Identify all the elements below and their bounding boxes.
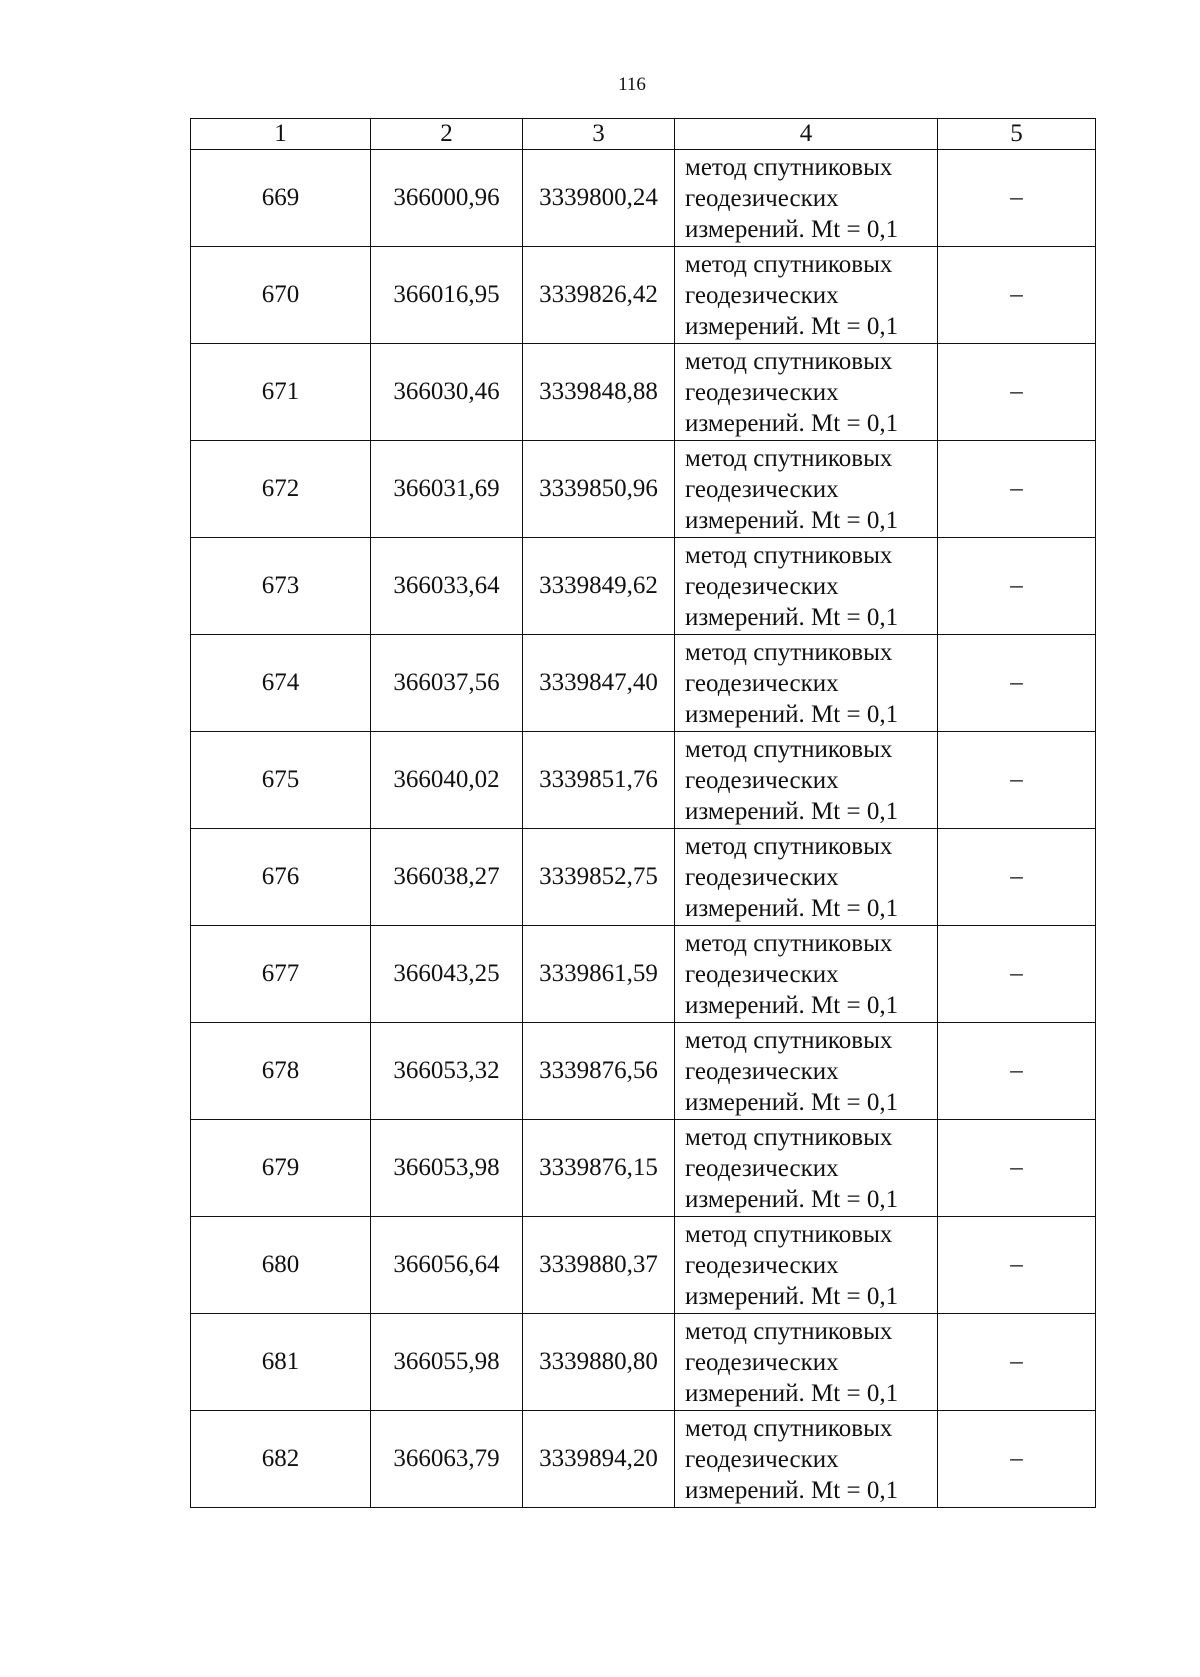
point-number-cell: 680 — [191, 1217, 371, 1314]
method-line: геодезических — [685, 572, 839, 600]
coordinate-y-cell: 3339851,76 — [523, 732, 675, 829]
table-row — [191, 1023, 1096, 1120]
table-row — [191, 441, 1096, 538]
point-number-cell: 671 — [191, 344, 371, 441]
table-body — [191, 150, 1096, 1508]
coordinate-y-cell: 3339876,56 — [523, 1023, 675, 1120]
column-5-cell: – — [938, 247, 1096, 344]
column-5-cell: – — [938, 150, 1096, 247]
table-row — [191, 247, 1096, 344]
point-number-cell: 675 — [191, 732, 371, 829]
method-line: измерений. Mt = 0,1 — [685, 215, 899, 243]
method-cell — [675, 732, 938, 829]
method-line: метод спутниковых — [685, 347, 893, 375]
coordinate-x-cell: 366053,98 — [371, 1120, 523, 1217]
method-line: метод спутниковых — [685, 1414, 893, 1442]
coordinate-y-cell: 3339880,37 — [523, 1217, 675, 1314]
coordinate-x-cell: 366040,02 — [371, 732, 523, 829]
point-number-cell: 682 — [191, 1411, 371, 1508]
column-5-cell: – — [938, 926, 1096, 1023]
method-line: метод спутниковых — [685, 1026, 893, 1054]
coordinate-x-cell: 366043,25 — [371, 926, 523, 1023]
method-line: геодезических — [685, 1057, 839, 1085]
column-5-cell: – — [938, 344, 1096, 441]
method-line: измерений. Mt = 0,1 — [685, 1282, 899, 1310]
column-5-cell: – — [938, 635, 1096, 732]
column-5-cell: – — [938, 1120, 1096, 1217]
header-col-4: 4 — [675, 119, 938, 150]
method-line: геодезических — [685, 1154, 839, 1182]
method-line: геодезических — [685, 766, 839, 794]
method-line: измерений. Mt = 0,1 — [685, 1476, 899, 1504]
point-number-cell: 676 — [191, 829, 371, 926]
header-col-2: 2 — [371, 119, 523, 150]
table-row — [191, 150, 1096, 247]
table-row — [191, 344, 1096, 441]
method-line: геодезических — [685, 1251, 839, 1279]
column-5-cell: – — [938, 1314, 1096, 1411]
header-col-3: 3 — [523, 119, 675, 150]
method-line: геодезических — [685, 1348, 839, 1376]
header-col-1: 1 — [191, 119, 371, 150]
method-line: геодезических — [685, 475, 839, 503]
method-line: метод спутниковых — [685, 929, 893, 957]
coordinate-x-cell: 366056,64 — [371, 1217, 523, 1314]
method-line: измерений. Mt = 0,1 — [685, 894, 899, 922]
column-5-cell: – — [938, 1217, 1096, 1314]
method-line: измерений. Mt = 0,1 — [685, 1185, 899, 1213]
table-row — [191, 732, 1096, 829]
method-line: метод спутниковых — [685, 444, 893, 472]
coordinate-x-cell: 366038,27 — [371, 829, 523, 926]
method-line: метод спутниковых — [685, 541, 893, 569]
method-line: геодезических — [685, 1445, 839, 1473]
column-5-cell: – — [938, 538, 1096, 635]
method-line: геодезических — [685, 184, 839, 212]
method-cell — [675, 1023, 938, 1120]
column-5-cell: – — [938, 1411, 1096, 1508]
point-number-cell: 673 — [191, 538, 371, 635]
method-line: измерений. Mt = 0,1 — [685, 1379, 899, 1407]
point-number-cell: 678 — [191, 1023, 371, 1120]
coordinate-y-cell: 3339848,88 — [523, 344, 675, 441]
method-line: геодезических — [685, 960, 839, 988]
coordinate-x-cell: 366031,69 — [371, 441, 523, 538]
method-cell — [675, 926, 938, 1023]
method-line: метод спутниковых — [685, 1317, 893, 1345]
method-cell — [675, 1217, 938, 1314]
table-header — [191, 119, 1096, 150]
method-cell — [675, 441, 938, 538]
point-number-cell: 679 — [191, 1120, 371, 1217]
coordinate-y-cell: 3339880,80 — [523, 1314, 675, 1411]
table-row — [191, 1217, 1096, 1314]
method-line: метод спутниковых — [685, 250, 893, 278]
header-col-5: 5 — [938, 119, 1096, 150]
coordinate-y-cell: 3339852,75 — [523, 829, 675, 926]
coordinate-x-cell: 366037,56 — [371, 635, 523, 732]
coordinate-y-cell: 3339849,62 — [523, 538, 675, 635]
point-number-cell: 669 — [191, 150, 371, 247]
method-cell — [675, 538, 938, 635]
point-number-cell: 674 — [191, 635, 371, 732]
method-line: геодезических — [685, 281, 839, 309]
method-line: измерений. Mt = 0,1 — [685, 700, 899, 728]
table-row — [191, 1314, 1096, 1411]
method-line: геодезических — [685, 378, 839, 406]
coordinate-x-cell: 366030,46 — [371, 344, 523, 441]
column-5-cell: – — [938, 441, 1096, 538]
method-cell — [675, 1411, 938, 1508]
coordinates-table — [190, 118, 1096, 1508]
column-5-cell: – — [938, 829, 1096, 926]
coordinate-x-cell: 366033,64 — [371, 538, 523, 635]
method-line: метод спутниковых — [685, 153, 893, 181]
method-line: измерений. Mt = 0,1 — [685, 797, 899, 825]
page-number: 116 — [618, 74, 646, 95]
table-row — [191, 635, 1096, 732]
table-row — [191, 926, 1096, 1023]
point-number-cell: 672 — [191, 441, 371, 538]
method-cell — [675, 829, 938, 926]
method-line: измерений. Mt = 0,1 — [685, 603, 899, 631]
column-5-cell: – — [938, 732, 1096, 829]
method-cell — [675, 344, 938, 441]
table-row — [191, 538, 1096, 635]
coordinate-y-cell: 3339800,24 — [523, 150, 675, 247]
method-cell — [675, 247, 938, 344]
method-line: измерений. Mt = 0,1 — [685, 506, 899, 534]
coordinate-x-cell: 366000,96 — [371, 150, 523, 247]
coordinate-y-cell: 3339876,15 — [523, 1120, 675, 1217]
coordinate-y-cell: 3339850,96 — [523, 441, 675, 538]
method-line: измерений. Mt = 0,1 — [685, 1088, 899, 1116]
table-row — [191, 1411, 1096, 1508]
method-line: метод спутниковых — [685, 735, 893, 763]
coordinate-y-cell: 3339861,59 — [523, 926, 675, 1023]
method-line: метод спутниковых — [685, 1123, 893, 1151]
method-line: геодезических — [685, 863, 839, 891]
table-row — [191, 829, 1096, 926]
coordinate-x-cell: 366063,79 — [371, 1411, 523, 1508]
method-line: геодезических — [685, 669, 839, 697]
coordinate-y-cell: 3339847,40 — [523, 635, 675, 732]
method-cell — [675, 635, 938, 732]
coordinate-y-cell: 3339826,42 — [523, 247, 675, 344]
table-row — [191, 1120, 1096, 1217]
coordinate-x-cell: 366016,95 — [371, 247, 523, 344]
column-5-cell: – — [938, 1023, 1096, 1120]
method-line: метод спутниковых — [685, 832, 893, 860]
point-number-cell: 677 — [191, 926, 371, 1023]
method-line: измерений. Mt = 0,1 — [685, 409, 899, 437]
coordinate-y-cell: 3339894,20 — [523, 1411, 675, 1508]
method-line: измерений. Mt = 0,1 — [685, 312, 899, 340]
method-cell — [675, 150, 938, 247]
header-row — [191, 119, 1096, 150]
point-number-cell: 681 — [191, 1314, 371, 1411]
method-cell — [675, 1314, 938, 1411]
method-cell — [675, 1120, 938, 1217]
method-line: метод спутниковых — [685, 1220, 893, 1248]
coordinate-x-cell: 366055,98 — [371, 1314, 523, 1411]
method-line: измерений. Mt = 0,1 — [685, 991, 899, 1019]
point-number-cell: 670 — [191, 247, 371, 344]
method-line: метод спутниковых — [685, 638, 893, 666]
coordinate-x-cell: 366053,32 — [371, 1023, 523, 1120]
